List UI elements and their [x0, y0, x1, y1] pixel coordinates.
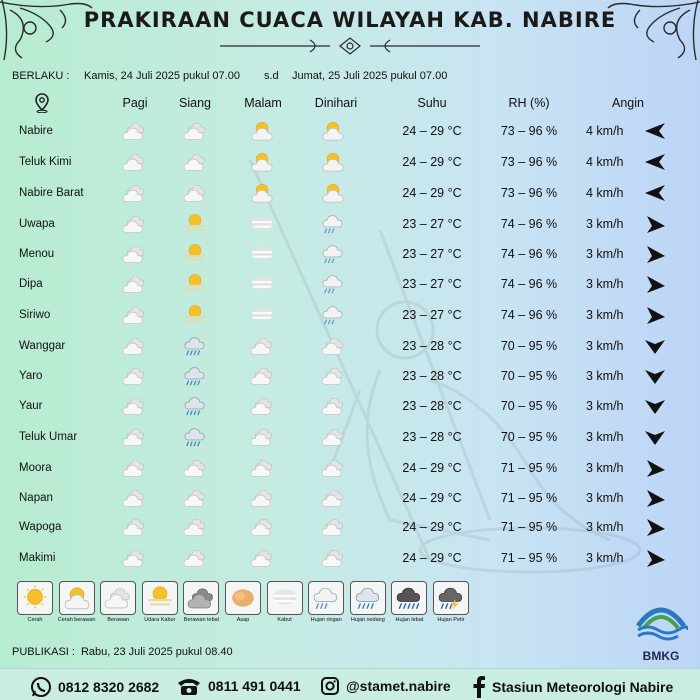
weather-berawan-icon — [121, 426, 147, 448]
humidity-value: 74 – 96 % — [500, 308, 558, 322]
temperature-value: 23 – 27 °C — [402, 217, 462, 231]
weather-hujan-sedang-icon — [182, 395, 208, 417]
region-name: Uwapa — [19, 218, 55, 230]
temperature-value: 24 – 29 °C — [402, 520, 462, 534]
weather-berawan-icon — [320, 365, 346, 387]
temperature-value: 24 – 29 °C — [402, 551, 462, 565]
legend-label: Kabut — [277, 617, 292, 623]
wind-northeast-arrow-icon — [643, 548, 667, 568]
temperature-value: 24 – 29 °C — [402, 461, 462, 475]
table-row — [0, 211, 700, 241]
wind-west-arrow-icon — [643, 121, 667, 141]
humidity-value: 73 – 96 % — [500, 186, 558, 200]
wind-south-arrow-icon — [643, 366, 667, 386]
region-name: Siriwo — [19, 309, 51, 321]
region-name: Wanggar — [19, 340, 66, 352]
weather-berawan-icon — [320, 487, 346, 509]
weather-kabut-icon — [249, 243, 275, 265]
header-siang: Siang — [179, 96, 211, 110]
validity-separator: s.d — [264, 70, 279, 82]
wind-northeast-arrow-icon — [643, 488, 667, 508]
validity-to: Jumat, 25 Juli 2025 pukul 07.00 — [292, 70, 448, 82]
legend-item — [59, 581, 95, 623]
weather-hujan-sedang-icon — [182, 426, 208, 448]
publication-label: PUBLIKASI : — [12, 646, 75, 658]
wind-northeast-arrow-icon — [643, 274, 667, 294]
legend-cerah-icon — [21, 585, 49, 611]
table-row — [0, 424, 700, 454]
weather-cerah-berawan-icon — [320, 182, 346, 204]
table-row — [0, 333, 700, 363]
whatsapp-icon — [30, 676, 52, 698]
weather-berawan-icon — [121, 516, 147, 538]
whatsapp-number: 0812 8320 2682 — [58, 679, 160, 695]
header-dinihari: Dinihari — [314, 96, 358, 110]
weather-berawan-icon — [182, 487, 208, 509]
temperature-value: 23 – 28 °C — [402, 399, 462, 413]
instagram-icon — [320, 676, 340, 696]
wind-northeast-arrow-icon — [643, 517, 667, 537]
weather-berawan-icon — [320, 335, 346, 357]
legend-icon-box — [267, 581, 303, 615]
wind-northeast-arrow-icon — [643, 305, 667, 325]
region-name: Wapoga — [19, 521, 62, 533]
humidity-value: 73 – 96 % — [500, 155, 558, 169]
header-suhu: Suhu — [417, 96, 447, 110]
legend-label: Berawan tebal — [183, 617, 219, 623]
humidity-value: 71 – 95 % — [500, 551, 558, 565]
publication-info — [12, 646, 233, 658]
humidity-value: 70 – 95 % — [500, 399, 558, 413]
wind-speed: 3 km/h — [586, 551, 624, 565]
instagram-contact[interactable] — [320, 676, 451, 696]
weather-cerah-berawan-icon — [320, 120, 346, 142]
wind-speed: 3 km/h — [586, 430, 624, 444]
weather-berawan-icon — [182, 547, 208, 569]
header-malam: Malam — [244, 96, 282, 110]
legend-label: Hujan ringan — [310, 617, 342, 623]
legend-icon-box — [142, 581, 178, 615]
weather-berawan-icon — [320, 395, 346, 417]
weather-berawan-icon — [121, 213, 147, 235]
temperature-value: 24 – 29 °C — [402, 124, 462, 138]
legend-label: Hujan Petir — [437, 617, 465, 623]
legend-item — [267, 581, 303, 623]
instagram-handle: @stamet.nabire — [346, 678, 451, 694]
weather-cerah-berawan-icon — [249, 120, 275, 142]
weather-berawan-icon — [121, 457, 147, 479]
humidity-value: 71 – 95 % — [500, 461, 558, 475]
facebook-icon — [472, 676, 486, 698]
table-row — [0, 363, 700, 393]
table-row — [0, 118, 700, 148]
legend-icon-box — [350, 581, 386, 615]
weather-kabut-icon — [249, 273, 275, 295]
table-row — [0, 393, 700, 423]
weather-berawan-icon — [249, 365, 275, 387]
legend-icon-box — [17, 581, 53, 615]
legend-label: Cerah — [27, 617, 43, 623]
region-name: Nabire — [19, 125, 53, 137]
weather-cerah-berawan-icon — [320, 151, 346, 173]
legend-item — [225, 581, 261, 623]
weather-hujan-ringan-icon — [320, 273, 346, 295]
temperature-value: 23 – 27 °C — [402, 247, 462, 261]
legend-item — [100, 581, 136, 623]
temperature-value: 24 – 29 °C — [402, 155, 462, 169]
humidity-value: 70 – 95 % — [500, 369, 558, 383]
wind-speed: 3 km/h — [586, 461, 624, 475]
weather-berawan-icon — [121, 151, 147, 173]
wind-south-arrow-icon — [643, 427, 667, 447]
weather-hujan-sedang-icon — [182, 335, 208, 357]
weather-berawan-icon — [121, 547, 147, 569]
table-row — [0, 545, 700, 575]
page-title: PRAKIRAAN CUACA WILAYAH KAB. NABIRE — [83, 8, 617, 32]
weather-hujan-ringan-icon — [320, 304, 346, 326]
header-angin: Angin — [612, 96, 644, 110]
region-name: Moora — [19, 462, 52, 474]
weather-udara-kabur-icon — [182, 243, 208, 265]
legend-label: Berawan — [107, 617, 130, 623]
weather-berawan-icon — [249, 395, 275, 417]
weather-udara-kabur-icon — [182, 273, 208, 295]
region-name: Napan — [19, 492, 53, 504]
legend-item — [142, 581, 178, 623]
table-row — [0, 302, 700, 332]
validity-period — [12, 70, 447, 82]
weather-berawan-icon — [121, 243, 147, 265]
weather-kabut-icon — [249, 213, 275, 235]
weather-berawan-icon — [320, 516, 346, 538]
wind-speed: 3 km/h — [586, 217, 624, 231]
wind-west-arrow-icon — [643, 183, 667, 203]
wind-speed: 3 km/h — [586, 520, 624, 534]
legend-hujan-sedang-icon — [354, 585, 382, 611]
weather-berawan-icon — [121, 395, 147, 417]
wind-speed: 4 km/h — [586, 124, 624, 138]
legend-asap-icon — [229, 585, 257, 611]
wind-speed: 4 km/h — [586, 155, 624, 169]
region-name: Makimi — [19, 552, 56, 564]
legend-hujan-lebat-icon — [395, 585, 423, 611]
legend-icon-box — [225, 581, 261, 615]
region-name: Menou — [19, 248, 55, 260]
validity-from: Kamis, 24 Juli 2025 pukul 07.00 — [84, 70, 240, 82]
humidity-value: 71 – 95 % — [500, 520, 558, 534]
weather-berawan-icon — [121, 182, 147, 204]
phone-contact[interactable] — [176, 676, 301, 696]
header-rh: RH (%) — [508, 96, 550, 110]
region-name: Teluk Umar — [19, 431, 78, 443]
temperature-value: 23 – 27 °C — [402, 308, 462, 322]
wind-speed: 4 km/h — [586, 186, 624, 200]
publication-date: Rabu, 23 Juli 2025 pukul 08.40 — [80, 646, 233, 658]
wind-speed: 3 km/h — [586, 339, 624, 353]
title-ornament-icon — [210, 34, 490, 58]
wind-speed: 3 km/h — [586, 399, 624, 413]
weather-berawan-icon — [121, 304, 147, 326]
weather-berawan-icon — [182, 516, 208, 538]
table-row — [0, 514, 700, 544]
weather-berawan-icon — [320, 426, 346, 448]
weather-udara-kabur-icon — [182, 213, 208, 235]
legend-icon-box — [59, 581, 95, 615]
weather-kabut-icon — [249, 304, 275, 326]
region-name: Nabire Barat — [19, 187, 84, 199]
legend-icon-box — [391, 581, 427, 615]
wind-northeast-arrow-icon — [643, 244, 667, 264]
weather-hujan-sedang-icon — [182, 365, 208, 387]
weather-berawan-icon — [121, 273, 147, 295]
telephone-icon — [176, 676, 202, 696]
legend-hujan-ringan-icon — [312, 585, 340, 611]
humidity-value: 73 – 96 % — [500, 124, 558, 138]
legend-label: Udara Kabur — [144, 617, 176, 623]
weather-udara-kabur-icon — [182, 304, 208, 326]
phone-number: 0811 491 0441 — [208, 678, 301, 694]
legend-kabut-icon — [271, 585, 299, 611]
humidity-value: 74 – 96 % — [500, 217, 558, 231]
weather-berawan-icon — [182, 151, 208, 173]
wind-northeast-arrow-icon — [643, 458, 667, 478]
legend-label: Asap — [236, 617, 250, 623]
humidity-value: 70 – 95 % — [500, 339, 558, 353]
region-name: Teluk Kimi — [19, 156, 72, 168]
table-row — [0, 455, 700, 485]
temperature-value: 24 – 29 °C — [402, 186, 462, 200]
weather-berawan-icon — [182, 182, 208, 204]
facebook-page: Stasiun Meteorologi Nabire — [492, 679, 674, 695]
wind-west-arrow-icon — [643, 152, 667, 172]
humidity-value: 74 – 96 % — [500, 277, 558, 291]
temperature-value: 23 – 28 °C — [402, 339, 462, 353]
temperature-value: 23 – 28 °C — [402, 369, 462, 383]
weather-berawan-icon — [121, 120, 147, 142]
wind-speed: 3 km/h — [586, 491, 624, 505]
legend-berawan-tebal-icon — [187, 585, 215, 611]
wind-northeast-arrow-icon — [643, 214, 667, 234]
legend-icon-box — [183, 581, 219, 615]
weather-berawan-icon — [249, 457, 275, 479]
legend-label: Hujan lebat — [395, 617, 424, 623]
region-name: Yaur — [19, 400, 43, 412]
weather-berawan-icon — [121, 365, 147, 387]
contact-footer — [0, 668, 700, 700]
legend-icon-box — [433, 581, 469, 615]
legend-berawan-icon — [104, 585, 132, 611]
weather-berawan-icon — [249, 547, 275, 569]
legend-item — [391, 581, 427, 623]
legend-udara-kabur-icon — [146, 585, 174, 611]
legend-icon-box — [308, 581, 344, 615]
legend-item — [350, 581, 386, 623]
temperature-value: 23 – 28 °C — [402, 430, 462, 444]
weather-berawan-icon — [249, 335, 275, 357]
weather-berawan-icon — [320, 457, 346, 479]
wind-speed: 3 km/h — [586, 369, 624, 383]
temperature-value: 23 – 27 °C — [402, 277, 462, 291]
whatsapp-contact[interactable] — [30, 676, 159, 698]
legend-item — [17, 581, 53, 623]
legend-item — [183, 581, 219, 623]
location-pin-icon — [34, 93, 50, 113]
humidity-value: 74 – 96 % — [500, 247, 558, 261]
table-row — [0, 180, 700, 210]
legend-label: Hujan sedang — [350, 617, 385, 623]
table-row — [0, 149, 700, 179]
weather-berawan-icon — [121, 335, 147, 357]
bmkg-logo — [632, 600, 690, 663]
humidity-value: 71 – 95 % — [500, 491, 558, 505]
table-row — [0, 241, 700, 271]
table-row — [0, 485, 700, 515]
wind-south-arrow-icon — [643, 396, 667, 416]
legend-icon-box — [100, 581, 136, 615]
weather-berawan-icon — [249, 426, 275, 448]
wind-speed: 3 km/h — [586, 277, 624, 291]
table-row — [0, 271, 700, 301]
weather-hujan-ringan-icon — [320, 243, 346, 265]
legend-item — [433, 581, 469, 623]
weather-hujan-ringan-icon — [320, 213, 346, 235]
region-name: Yaro — [19, 370, 43, 382]
temperature-value: 24 – 29 °C — [402, 491, 462, 505]
legend-item — [308, 581, 344, 623]
legend-cerah-berawan-icon — [63, 585, 91, 611]
weather-berawan-icon — [249, 487, 275, 509]
bmkg-text: BMKG — [642, 649, 680, 663]
region-name: Dipa — [19, 278, 43, 290]
legend-hujan-petir-icon — [437, 585, 465, 611]
weather-cerah-berawan-icon — [249, 182, 275, 204]
weather-berawan-icon — [182, 120, 208, 142]
facebook-contact[interactable] — [472, 676, 673, 698]
wind-speed: 3 km/h — [586, 308, 624, 322]
weather-berawan-icon — [249, 516, 275, 538]
header-pagi: Pagi — [122, 96, 148, 110]
weather-cerah-berawan-icon — [249, 151, 275, 173]
bmkg-emblem-icon — [634, 600, 688, 644]
weather-berawan-icon — [182, 457, 208, 479]
weather-berawan-icon — [121, 487, 147, 509]
wind-south-arrow-icon — [643, 336, 667, 356]
wind-speed: 3 km/h — [586, 247, 624, 261]
humidity-value: 70 – 95 % — [500, 430, 558, 444]
weather-berawan-icon — [320, 547, 346, 569]
validity-label: BERLAKU : — [12, 70, 70, 82]
legend-label: Cerah berawan — [57, 617, 96, 623]
